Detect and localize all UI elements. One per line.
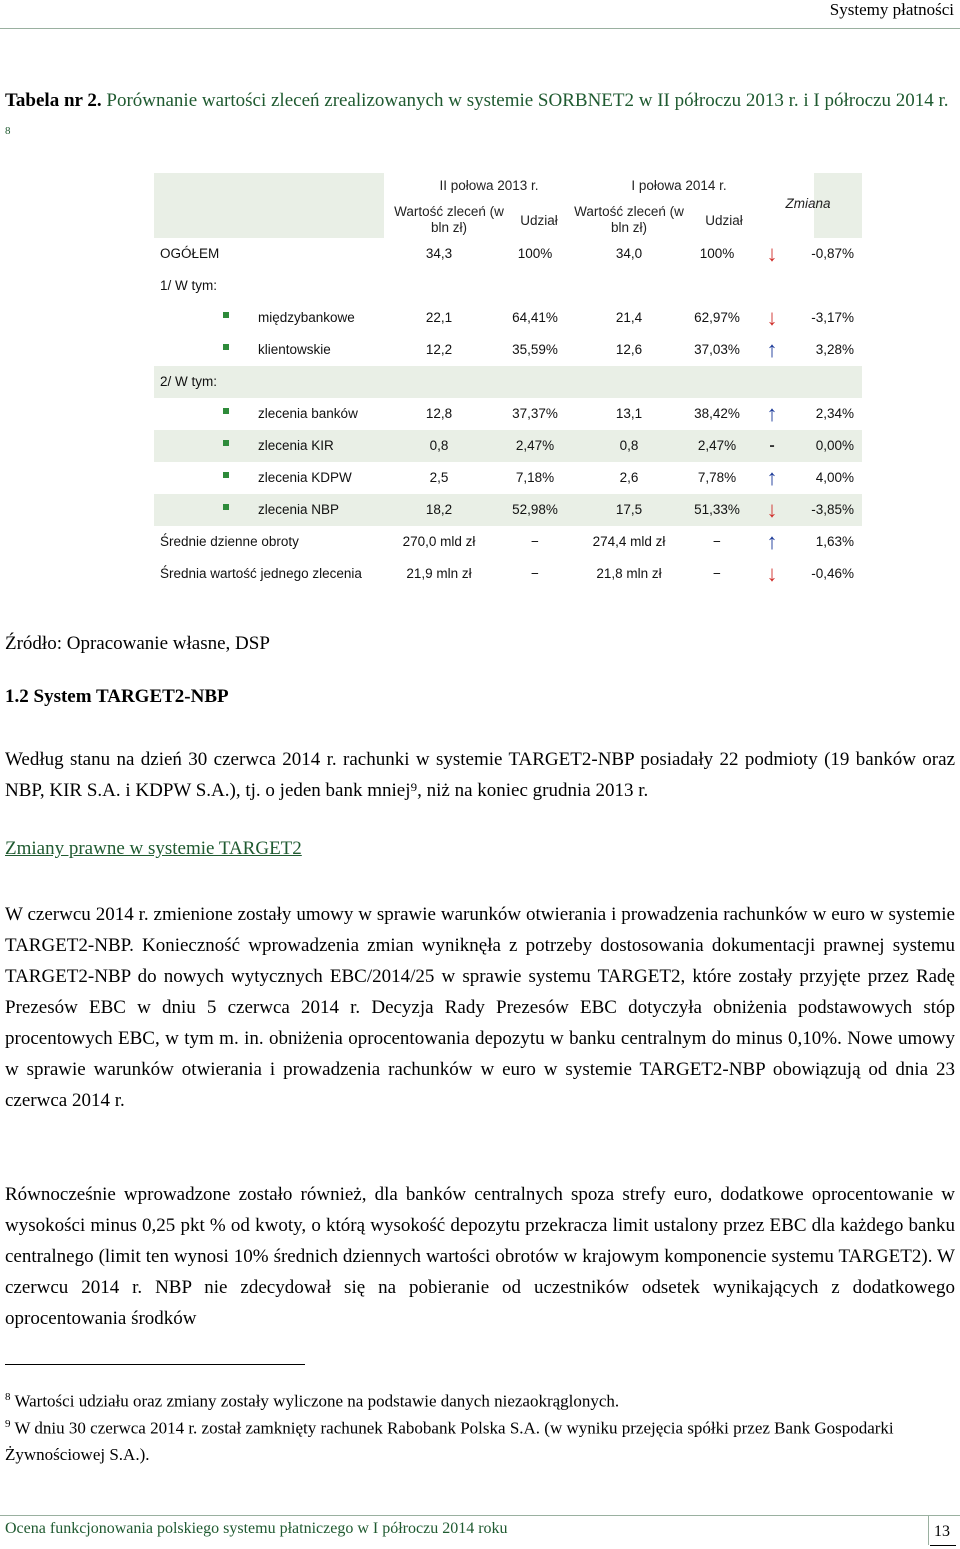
caption-label: Tabela nr 2. [5,90,102,111]
footnote-text: W dniu 30 czerwca 2014 r. został zamknięty rachunek Rabobank Polska S.A. (w wyniku przejęcia spółki przez Bank Gospodarki Żywnościowej S.A.). [5,1418,894,1464]
value-2014 [584,270,674,302]
share-2013: 100% [517,246,553,261]
change-value: -0,87% [811,246,854,261]
header-period-1: II połowa 2013 r. [439,178,539,193]
row-label: OGÓŁEM [160,246,220,261]
footnote-9 [5,1411,955,1468]
bullet-icon [223,504,229,510]
header-value-2: Wartość zleceń (w bln zł) [574,204,684,235]
share-2014: 51,33% [694,502,740,517]
arrow-down-icon: ↓ [766,241,778,266]
no-change-icon: - [769,437,775,454]
arrow-down-icon: ↓ [766,561,778,586]
share-2014 [672,366,762,398]
share-2014: 37,03% [694,342,740,357]
row-label: Średnia wartość jednego zlecenia [160,566,362,581]
value-2013: 22,1 [425,310,453,325]
share-2013: 35,59% [512,342,558,357]
row-label: zlecenia banków [258,406,358,421]
value-2013: 270,0 mld zł [402,534,476,549]
share-2014: 7,78% [697,470,737,485]
row-label: zlecenia KIR [258,438,334,453]
row-label: zlecenia NBP [258,502,340,517]
arrow-up-icon: ↑ [766,401,778,426]
bullet-icon [223,408,229,414]
share-2014: 38,42% [694,406,740,421]
value-2014: 21,8 mln zł [596,566,662,581]
value-2014: 21,4 [615,310,643,325]
subsection-heading-link[interactable]: Zmiany prawne w systemie TARGET2 [5,838,302,859]
row-label: 1/ W tym: [160,278,217,293]
value-2014: 13,1 [615,406,643,421]
change-value: 4,00% [815,470,854,485]
row-label: klientowskie [258,342,331,357]
value-2013 [394,366,484,398]
bullet-icon [223,344,229,350]
row-label: zlecenia KDPW [258,470,352,485]
share-2013: − [531,566,539,581]
table-row [154,494,862,526]
table-row [154,558,862,590]
table-source: Źródło: Opracowanie własne, DSP [5,633,270,654]
table-row [154,526,862,558]
table-row [154,430,862,462]
value-2013: 12,2 [425,342,453,357]
table-row [154,462,862,494]
value-2014: 274,4 mld zł [592,534,666,549]
row-label: Średnie dzienne obroty [160,534,299,549]
row-label: międzybankowe [258,310,355,325]
table-row [154,238,862,270]
caption-footnote-ref: 8 [5,125,11,137]
share-2013 [490,366,580,398]
running-header: Systemy płatności [829,0,954,19]
header-share-2: Udział [705,213,743,228]
value-2014: 17,5 [615,502,643,517]
change-value: -3,17% [811,310,854,325]
bullet-icon [223,312,229,318]
change-value: -0,46% [811,566,854,581]
table-caption [5,86,955,151]
share-2013: 2,47% [515,438,555,453]
share-2013: 52,98% [512,502,558,517]
value-2014: 2,6 [619,470,639,485]
paragraph-3: Równocześnie wprowadzone zostało również, dla banków centralnych spoza strefy euro, dodatkowe oprocentowanie w wysokości minus 0,25 pkt % od kwoty, o którą wysokość depozytu przekracza limit ustalony przez EBC dla każdego banku centralnego (limit ten wynosi 10% średnich dziennych wartości obrotów w krajowym komponencie systemu TARGET2). W czerwcu 2014 r. NBP nie zdecydował się na pobieranie od uczestników odsetek wynikających z dodatkowego oprocentowania środków [5,1184,955,1329]
change-value: 1,63% [815,534,854,549]
table-row [154,334,862,366]
page-number-underline [930,1545,956,1546]
value-2014 [584,366,674,398]
share-2014 [672,270,762,302]
header-period-2: I połowa 2014 r. [631,178,727,193]
share-2013: 64,41% [512,310,558,325]
arrow-up-icon: ↑ [766,529,778,554]
change-value: -3,85% [811,502,854,517]
footnote-number: 9 [5,1418,11,1430]
value-2013: 2,5 [429,470,449,485]
header-share-1: Udział [520,213,558,228]
footnote-separator [5,1364,305,1365]
bullet-icon [223,440,229,446]
value-2013: 21,9 mln zł [406,566,472,581]
value-2014: 34,0 [615,246,643,261]
table-row [154,270,862,302]
share-2013: 37,37% [512,406,558,421]
footer-title: Ocena funkcjonowania polskiego systemu płatniczego w I półroczu 2014 roku [5,1520,508,1537]
arrow-down-icon: ↓ [766,497,778,522]
value-2013: 0,8 [429,438,449,453]
table-row [154,302,862,334]
share-2013 [490,270,580,302]
table-row [154,366,862,398]
share-2014: 62,97% [694,310,740,325]
footer-rule [0,1515,960,1516]
value-2014: 12,6 [615,342,643,357]
share-2014: − [713,534,721,549]
share-2014: 2,47% [697,438,737,453]
change-value: 2,34% [815,406,854,421]
share-2014: 100% [699,246,735,261]
bullet-icon [223,472,229,478]
arrow-up-icon: ↑ [766,465,778,490]
share-2013: − [531,534,539,549]
arrow-up-icon: ↑ [766,337,778,362]
row-label: 2/ W tym: [160,374,217,389]
value-2013: 18,2 [425,502,453,517]
header-change: Zmiana [785,196,831,211]
footnote-number: 8 [5,1391,11,1403]
value-2013: 34,3 [425,246,453,261]
section-title: 1.2 System TARGET2-NBP [5,686,229,707]
paragraph-2: W czerwcu 2014 r. zmienione zostały umowy w sprawie warunków otwierania i prowadzenia rachunków w euro w systemie TARGET2-NBP. Konieczność wprowadzenia zmian wyniknęła z potrzeby dostosowania dokumentacji prawnej systemu TARGET2-NBP do nowych wytycznych EBC/2014/25 w sprawie systemu TARGET2, które zostały przyjęte przez Radę Prezesów EBC w dniu 5 czerwca 2014 r. Decyzja Rady Prezesów EBC dotyczyła obniżenia podstawowych stóp procentowych EBC, w tym m. in. obniżenia oprocentowania depozytu w banku centralnym do minus 0,10%. Nowe umowy w sprawie warunków otwierania i prowadzenia rachunków w euro w systemie TARGET2-NBP obowiązują od dnia 23 czerwca 2014 r. [5,904,955,1111]
share-2014: − [713,566,721,581]
header-rule [0,28,960,29]
share-2013: 7,18% [515,470,555,485]
header-value-1: Wartość zleceń (w bln zł) [394,204,504,235]
arrow-down-icon: ↓ [766,305,778,330]
footnote-text: Wartości udziału oraz zmiany zostały wyliczone na podstawie danych niezaokrąglonych. [10,1391,620,1411]
change-value: 0,00% [815,438,854,453]
paragraph-1: Według stanu na dzień 30 czerwca 2014 r. rachunki w systemie TARGET2-NBP posiadały 22 podmioty (19 banków oraz NBP, KIR S.A. i KDPW S.A.), tj. o jeden bank mniej⁹, niż na koniec grudnia 2013 r. [5,749,955,801]
caption-text: Porównanie wartości zleceń zrealizowanych w systemie SORBNET2 w II półroczu 2013 r. i I półroczu 2014 r. [101,90,949,111]
value-2014: 0,8 [619,438,639,453]
change-value [784,366,854,398]
value-2013: 12,8 [425,406,453,421]
page-number: 13 [928,1515,955,1545]
change-value [784,270,854,302]
change-value: 3,28% [815,342,854,357]
value-2013 [394,270,484,302]
table-row [154,398,862,430]
